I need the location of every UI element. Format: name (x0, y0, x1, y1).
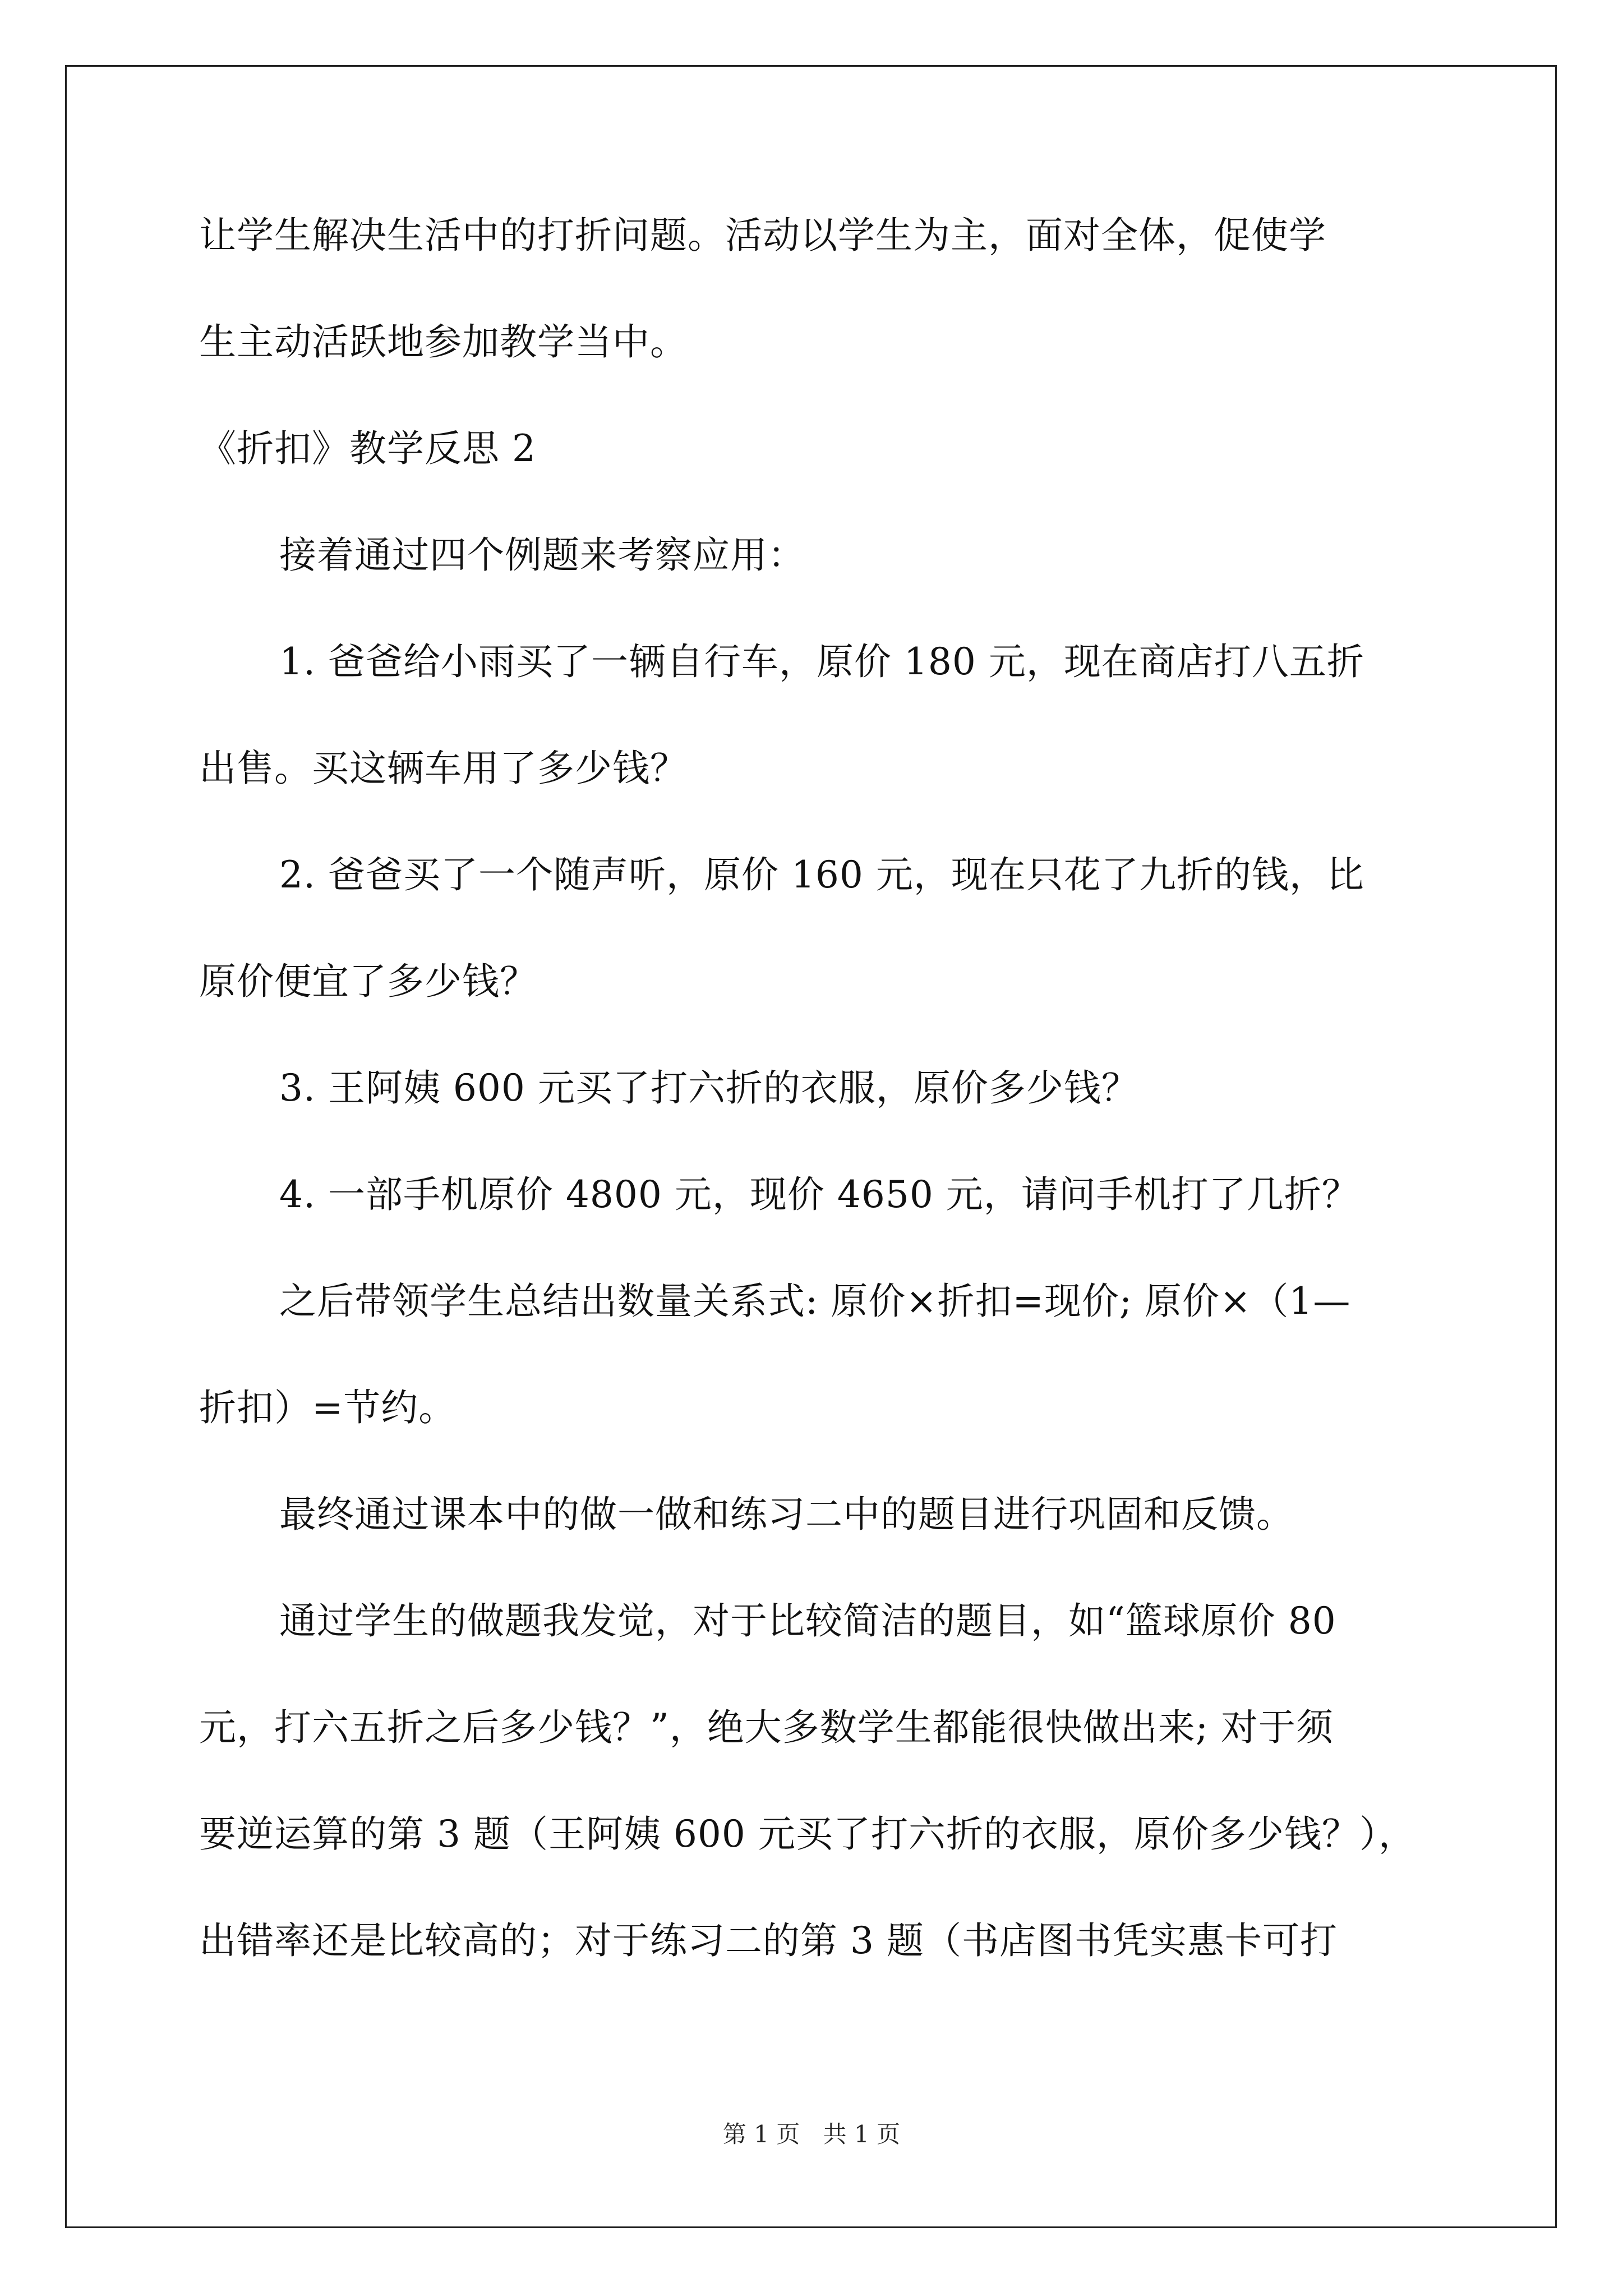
page-footer (0, 2120, 1623, 2148)
paragraph-line: 之后带领学生总结出数量关系式: 原价×折扣=现价; 原价×（1— (279, 1280, 1351, 1323)
question-3-line: 3. 王阿姨 600 元买了打六折的衣服，原价多少钱？ (279, 1066, 1139, 1110)
document-body (199, 213, 1455, 2025)
question-1-line: 1. 爸爸给小雨买了一辆自行车，原价 180 元，现在商店打八五折 (279, 640, 1364, 683)
paragraph-line: 接着通过四个例题来考察应用： (279, 533, 805, 577)
paragraph-line: 元，打六五折之后多少钱？”，绝大多数学生都能很快做出来; 对于须 (199, 1706, 1334, 1749)
paragraph-line: 最终通过课本中的做一做和练习二中的题目进行巩固和反馈。 (279, 1493, 1294, 1536)
page-total: 共 1 页 (823, 2120, 901, 2148)
page-number: 第 1 页 (722, 2120, 800, 2148)
paragraph-line: 生主动活跃地参加教学当中。 (199, 320, 688, 364)
question-2-line: 原价便宜了多少钱？ (199, 960, 537, 1003)
question-4-line: 4. 一部手机原价 4800 元，现价 4650 元，请问手机打了几折？ (279, 1173, 1359, 1216)
paragraph-line: 要逆运算的第 3 题（王阿姨 600 元买了打六折的衣服，原价多少钱？）， (199, 1812, 1416, 1856)
paragraph-line: 通过学生的做题我发觉，对于比较简洁的题目，如“篮球原价 80 (279, 1599, 1336, 1642)
paragraph-line: 出错率还是比较高的；对于练习二的第 3 题（书店图书凭实惠卡可打 (199, 1919, 1338, 1962)
paragraph-line: 折扣）=节约。 (199, 1386, 457, 1429)
section-heading: 《折扣》教学反思 2 (199, 427, 536, 470)
question-1-line: 出售。买这辆车用了多少钱？ (199, 747, 688, 790)
question-2-line: 2. 爸爸买了一个随声听，原价 160 元，现在只花了九折的钱，比 (279, 853, 1364, 896)
paragraph-line: 让学生解决生活中的打折问题。活动以学生为主，面对全体，促使学 (199, 214, 1326, 257)
